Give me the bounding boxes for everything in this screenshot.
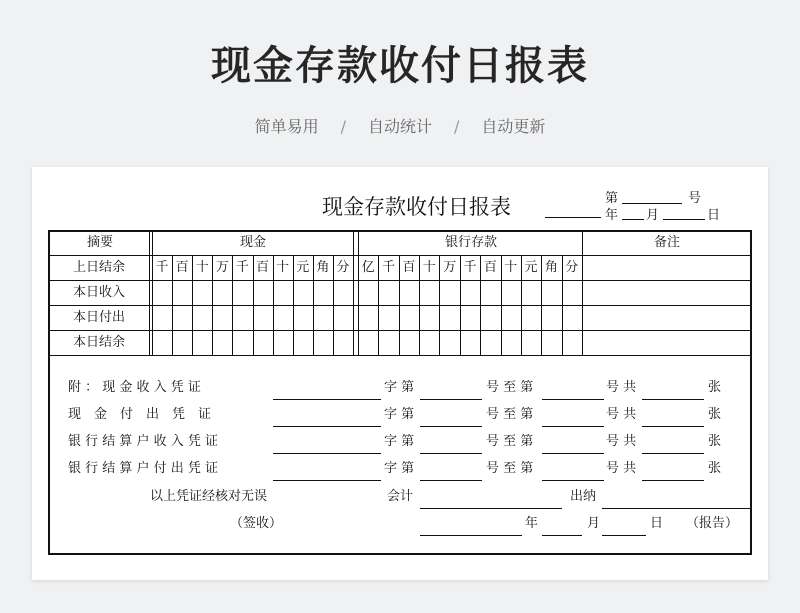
unit-header: 角 <box>544 260 558 275</box>
row-label: 本日付出 <box>72 310 125 325</box>
unit-header: 千 <box>235 260 249 275</box>
tag-simple: 简单易用 <box>254 117 319 136</box>
col-divider <box>358 230 359 355</box>
footer-day-label: 日 <box>650 516 664 531</box>
report-label: （报告） <box>686 516 739 531</box>
voucher-from-field[interactable] <box>420 480 482 481</box>
unit-header: 百 <box>483 260 497 275</box>
month-field[interactable] <box>542 535 582 536</box>
accountant-label: 会计 <box>387 489 414 504</box>
voucher-to-field[interactable] <box>542 399 604 400</box>
voucher-type-label: 银 行 结 算 户 收 入 凭 证 <box>68 434 219 449</box>
footer-year-label: 年 <box>525 516 539 531</box>
day-field[interactable] <box>602 535 646 536</box>
unit-header: 元 <box>524 260 538 275</box>
unit-header: 十 <box>504 260 518 275</box>
hao-zhi-di-label: 号 至 第 <box>486 434 534 449</box>
row-divider <box>48 305 752 306</box>
voucher-to-field[interactable] <box>542 426 604 427</box>
sign-label: （签收） <box>230 516 283 531</box>
header-bank: 银行存款 <box>444 235 497 250</box>
day-label: 日 <box>707 208 721 223</box>
voucher-count-field[interactable] <box>642 453 704 454</box>
unit-header: 十 <box>195 260 209 275</box>
zi-di-label: 字 第 <box>384 380 415 395</box>
voucher-count-field[interactable] <box>642 426 704 427</box>
cashier-label: 出纳 <box>570 489 597 504</box>
tag-auto-stat: 自动统计 <box>367 117 432 136</box>
zhang-label: 张 <box>708 407 722 422</box>
hao-gong-label: 号 共 <box>606 380 637 395</box>
unit-header: 角 <box>316 260 330 275</box>
unit-header: 千 <box>382 260 396 275</box>
no-suffix: 号 <box>688 191 702 206</box>
tag-separator: / <box>340 117 346 136</box>
unit-header: 百 <box>402 260 416 275</box>
footer-month-label: 月 <box>587 516 601 531</box>
voucher-word-field[interactable] <box>273 426 381 427</box>
year-field[interactable] <box>420 535 522 536</box>
unit-header: 千 <box>155 260 169 275</box>
zhang-label: 张 <box>708 461 722 476</box>
unit-header: 十 <box>422 260 436 275</box>
unit-header: 百 <box>175 260 189 275</box>
month-field[interactable] <box>622 219 644 220</box>
unit-header: 万 <box>215 260 229 275</box>
unit-header: 百 <box>256 260 270 275</box>
row-label: 上日结余 <box>72 260 125 275</box>
zhang-label: 张 <box>708 434 722 449</box>
unit-header: 元 <box>296 260 310 275</box>
unit-header: 亿 <box>361 260 375 275</box>
zhang-label: 张 <box>708 380 722 395</box>
voucher-from-field[interactable] <box>420 399 482 400</box>
voucher-to-field[interactable] <box>542 453 604 454</box>
hao-zhi-di-label: 号 至 第 <box>486 461 534 476</box>
unit-header: 千 <box>463 260 477 275</box>
unit-header: 十 <box>276 260 290 275</box>
tag-separator: / <box>454 117 460 136</box>
voucher-count-field[interactable] <box>642 480 704 481</box>
row-divider <box>48 330 752 331</box>
voucher-word-field[interactable] <box>273 399 381 400</box>
unit-header: 分 <box>565 260 579 275</box>
voucher-count-field[interactable] <box>642 399 704 400</box>
page-title: 现金存款收付日报表 <box>211 43 589 89</box>
row-divider <box>48 280 752 281</box>
voucher-to-field[interactable] <box>542 480 604 481</box>
voucher-type-label: 现 金 付 出 凭 证 <box>68 407 212 422</box>
voucher-type-label: 附 ： 现 金 收 入 凭 证 <box>68 380 201 395</box>
tag-auto-update: 自动更新 <box>481 117 546 136</box>
hao-zhi-di-label: 号 至 第 <box>486 380 534 395</box>
year-label: 年 <box>605 208 619 223</box>
verify-statement: 以上凭证经核对无误 <box>150 489 268 504</box>
voucher-from-field[interactable] <box>420 453 482 454</box>
zi-di-label: 字 第 <box>384 407 415 422</box>
row-label: 本日结余 <box>72 335 125 350</box>
unit-header: 万 <box>443 260 457 275</box>
day-field[interactable] <box>663 219 705 220</box>
no-label: 第 <box>605 191 619 206</box>
voucher-from-field[interactable] <box>420 426 482 427</box>
header-summary: 摘要 <box>86 235 113 250</box>
form-title: 现金存款收付日报表 <box>322 195 511 219</box>
feature-tags <box>0 114 800 137</box>
unit-header: 分 <box>336 260 350 275</box>
zi-di-label: 字 第 <box>384 434 415 449</box>
row-divider <box>48 355 752 356</box>
header-note: 备注 <box>653 235 680 250</box>
hao-gong-label: 号 共 <box>606 461 637 476</box>
zi-di-label: 字 第 <box>384 461 415 476</box>
voucher-word-field[interactable] <box>273 453 381 454</box>
month-label: 月 <box>646 208 660 223</box>
voucher-word-field[interactable] <box>273 480 381 481</box>
hao-gong-label: 号 共 <box>606 434 637 449</box>
cashier-field[interactable] <box>602 508 750 509</box>
form-title-underline <box>545 217 601 218</box>
row-label: 本日收入 <box>72 285 125 300</box>
header-cash: 现金 <box>239 235 266 250</box>
voucher-type-label: 银 行 结 算 户 付 出 凭 证 <box>68 461 219 476</box>
hao-gong-label: 号 共 <box>606 407 637 422</box>
hao-zhi-di-label: 号 至 第 <box>486 407 534 422</box>
accountant-field[interactable] <box>420 508 562 509</box>
report-form <box>32 167 768 580</box>
